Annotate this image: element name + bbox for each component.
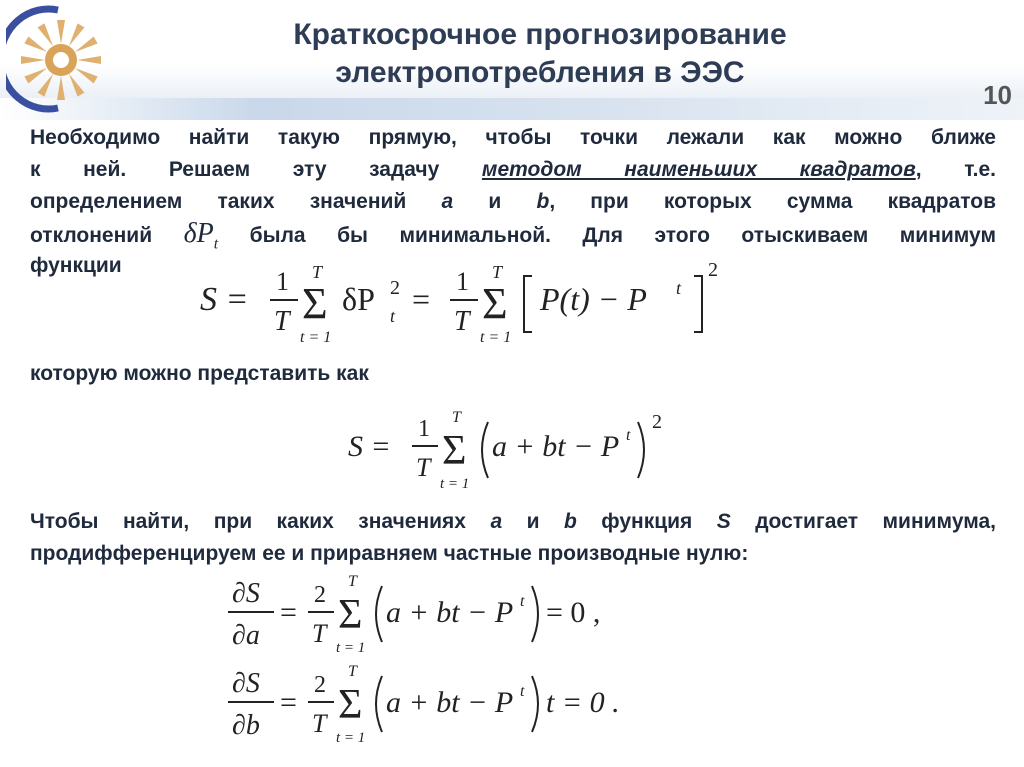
f1-eq: = xyxy=(412,281,431,317)
formula-s-linear xyxy=(348,404,668,494)
f2-sigma-bottom: t = 1 xyxy=(440,476,470,492)
company-logo-icon xyxy=(6,4,110,114)
paragraph-differentiate xyxy=(30,506,996,570)
f3-two: 2 xyxy=(314,582,326,608)
slide-number: 10 xyxy=(983,80,1012,110)
title-line-2: электропотребления в ЭЭС xyxy=(335,56,745,89)
header-band xyxy=(0,98,1024,120)
f4-sigma: Σ xyxy=(338,682,363,728)
f3-body-sup: t xyxy=(520,593,525,610)
var-s: S xyxy=(716,510,731,533)
f2-sigma-top: T xyxy=(452,409,461,426)
var-a: a xyxy=(490,510,503,533)
f4-body: a + bt − P xyxy=(386,686,514,719)
slide-title xyxy=(240,16,840,92)
formula-partial-b xyxy=(228,660,628,750)
f2-body-sup: t xyxy=(626,427,631,444)
f4-T: T xyxy=(312,709,327,738)
intro-line-1: Необходимо найти такую прямую, чтобы точки лежали как можно ближе xyxy=(30,126,996,149)
f1-term-sup: 2 xyxy=(390,277,400,299)
f3-sigma-bottom: t = 1 xyxy=(336,640,366,656)
f2-sigma: Σ xyxy=(442,428,467,474)
f1-sigma-bottom: t = 1 xyxy=(300,329,332,346)
diff-line-2: продифференцируем ее и приравняем частные производные нулю: xyxy=(30,542,749,565)
delta-symbol: δ xyxy=(183,218,197,249)
f4-num: ∂S xyxy=(232,668,260,699)
f2-lhs: S = xyxy=(348,430,391,463)
f3-sigma: Σ xyxy=(338,592,363,638)
diff-text: функция xyxy=(601,510,693,533)
f4-sigma-bottom: t = 1 xyxy=(336,730,366,746)
f1-outer-sup: 2 xyxy=(708,259,718,281)
f3-den: ∂a xyxy=(232,620,260,651)
var-b: b xyxy=(536,190,550,213)
f1-sigma-bottom-2: t = 1 xyxy=(480,329,512,346)
f3-T: T xyxy=(312,619,327,648)
inline-formula-delta-p xyxy=(183,218,219,253)
f3-sigma-top: T xyxy=(348,573,357,590)
f1-term: δP xyxy=(342,281,375,317)
f1-T-2: T xyxy=(454,306,470,337)
f1-one-2: 1 xyxy=(456,267,469,296)
diff-text: и xyxy=(526,510,540,533)
diff-text: Чтобы найти, при каких значениях xyxy=(30,510,466,533)
intro-text: , при которых сумма квадратов xyxy=(549,190,996,213)
paragraph-represent: которую можно представить как xyxy=(30,362,369,385)
t-subscript: t xyxy=(213,235,219,253)
f1-sigma-top-2: T xyxy=(492,262,503,282)
f4-rhs: t = 0 . xyxy=(546,686,620,719)
f2-body: a + bt − P xyxy=(492,430,620,463)
var-b: b xyxy=(563,510,577,533)
f4-eq: = xyxy=(280,686,297,719)
f3-body: a + bt − P xyxy=(386,596,514,629)
intro-text: была бы минимальной. Для этого отыскиваем минимум xyxy=(249,224,996,247)
diff-line-1 xyxy=(30,506,996,538)
f1-sigma: Σ xyxy=(302,279,328,328)
f3-rhs: = 0 , xyxy=(546,596,601,629)
f4-two: 2 xyxy=(314,672,326,698)
f1-sigma-2: Σ xyxy=(482,279,508,328)
f1-sigma-top: T xyxy=(312,262,323,282)
f1-bracket-sup: t xyxy=(676,278,682,298)
intro-line-5: функции xyxy=(30,254,122,277)
title-line-1: Краткосрочное прогнозирование xyxy=(293,18,787,51)
f1-T: T xyxy=(274,306,290,337)
intro-line-4 xyxy=(30,218,996,253)
intro-line-2 xyxy=(30,154,996,186)
diff-text: достигает минимума, xyxy=(755,510,996,533)
formula-s-definition xyxy=(200,258,740,348)
f1-lhs: S = xyxy=(200,281,249,318)
intro-text: и xyxy=(488,190,502,213)
f3-num: ∂S xyxy=(232,578,260,609)
f2-one: 1 xyxy=(418,416,430,442)
f4-body-sup: t xyxy=(520,683,525,700)
f4-sigma-top: T xyxy=(348,663,357,680)
f1-one: 1 xyxy=(276,267,289,296)
var-a: a xyxy=(441,190,454,213)
intro-text: , т.е. xyxy=(915,158,996,181)
intro-line-3 xyxy=(30,186,996,218)
f1-term-sub: t xyxy=(390,306,396,326)
p-symbol: P xyxy=(196,218,214,249)
formula-partial-a xyxy=(228,570,618,658)
f2-outer-sup: 2 xyxy=(652,411,662,433)
intro-text: к ней. Решаем эту задачу xyxy=(30,158,440,181)
least-squares-link[interactable]: методом наименьших квадратов xyxy=(481,158,916,181)
f4-den: ∂b xyxy=(232,710,260,741)
intro-text: отклонений xyxy=(30,224,153,247)
f2-T: T xyxy=(416,453,431,482)
f3-eq: = xyxy=(280,596,297,629)
intro-text: определением таких значений xyxy=(30,190,407,213)
f1-bracket-body: P(t) − P xyxy=(540,281,647,317)
